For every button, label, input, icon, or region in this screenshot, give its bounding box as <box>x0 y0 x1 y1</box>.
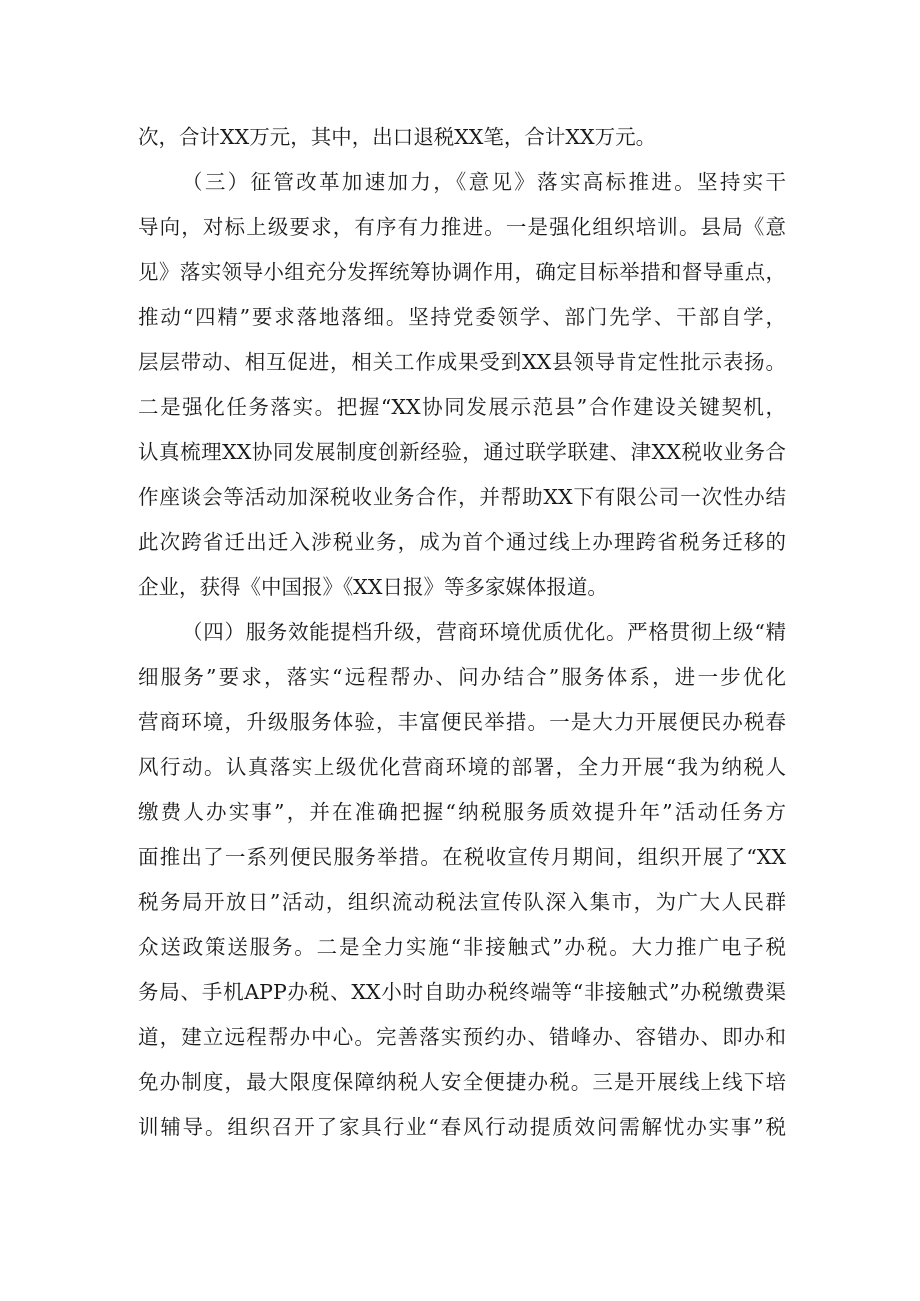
text-line-15: 风行动。认真落实上级优化营商环境的部署，全力开展“我为纳税人 <box>138 755 786 779</box>
text-line-20: 务局、手机APP办税、XX小时自助办税终端等“非接触式”办税缴费渠 <box>138 980 786 1004</box>
text-line-4: 见》落实领导小组充分发挥统筹协调作用，确定目标举措和督导重点， <box>138 260 786 284</box>
text-line-6: 层层带动、相互促进，相关工作成果受到XX县领导肯定性批示表扬。 <box>138 350 786 374</box>
text-line-18: 税务局开放日”活动，组织流动税法宣传队深入集市，为广大人民群 <box>138 890 786 914</box>
text-line-1: 次，合计XX万元，其中，出口退税XX笔，合计XX万元。 <box>138 125 657 149</box>
text-line-9: 作座谈会等活动加深税收业务合作，并帮助XX下有限公司一次性办结 <box>138 485 786 509</box>
text-line-8: 认真梳理XX协同发展制度创新经验，通过联学联建、津XX税收业务合 <box>138 440 786 464</box>
text-line-22: 免办制度，最大限度保障纳税人安全便捷办税。三是开展线上线下培 <box>138 1070 786 1094</box>
text-line-13: 细服务”要求，落实“远程帮办、问办结合”服务体系，进一步优化 <box>138 665 786 689</box>
section-4-heading-line: （四）服务效能提档升级，营商环境优质优化。严格贯彻上级“精 <box>182 620 786 644</box>
text-line-19: 众送政策送服务。二是全力实施“非接触式”办税。大力推广电子税 <box>138 935 786 959</box>
text-line-17: 面推出了一系列便民服务举措。在税收宣传月期间，组织开展了“XX <box>138 845 786 869</box>
text-line-10: 此次跨省迁出迁入涉税业务，成为首个通过线上办理跨省税务迁移的 <box>138 530 786 554</box>
text-line-16: 缴费人办实事”，并在准确把握“纳税服务质效提升年”活动任务方 <box>138 800 786 824</box>
text-line-21: 道，建立远程帮办中心。完善落实预约办、错峰办、容错办、即办和 <box>138 1025 786 1049</box>
text-line-3: 导向，对标上级要求，有序有力推进。一是强化组织培训。县局《意 <box>138 215 786 239</box>
text-line-7: 二是强化任务落实。把握“XX协同发展示范县”合作建设关键契机， <box>138 395 786 419</box>
text-line-11: 企业，获得《中国报》《XX日报》等多家媒体报道。 <box>138 575 608 599</box>
text-line-5: 推动“四精”要求落地落细。坚持党委领学、部门先学、干部自学， <box>138 305 786 329</box>
text-line-14: 营商环境，升级服务体验，丰富便民举措。一是大力开展便民办税春 <box>138 710 786 734</box>
section-3-heading-line: （三）征管改革加速加力，《意见》落实高标推进。坚持实干 <box>182 170 786 194</box>
text-line-23: 训辅导。组织召开了家具行业“春风行动提质效问需解忧办实事”税 <box>138 1115 786 1139</box>
